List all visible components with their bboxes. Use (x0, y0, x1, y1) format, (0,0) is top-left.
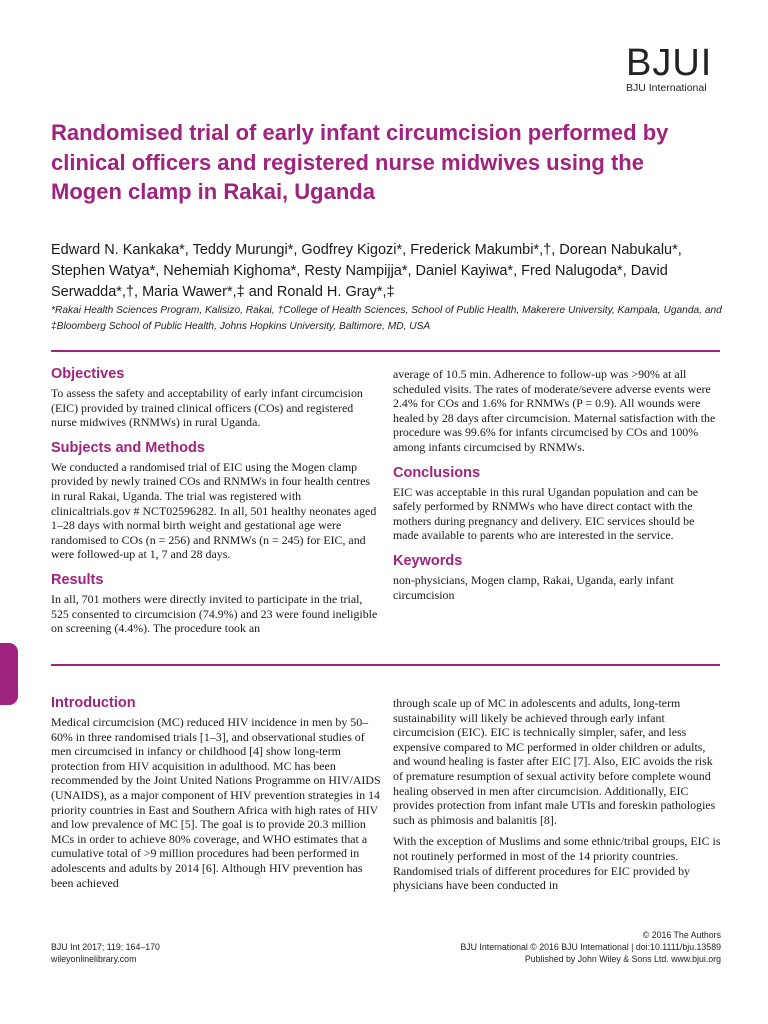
affiliations: *Rakai Health Sciences Program, Kalisizo, Rakai, †College of Health Sciences, School of Public Health, Makerere University, Kampala, Uganda, and ‡Bloomberg School of Public Health, Johns Hopkins University, Baltimore, MD, USA (51, 305, 722, 332)
article-title: Randomised trial of early infant circumcision performed by clinical officers and registered nurse midwives using the Mogen clamp in Rakai, Uganda (51, 120, 669, 204)
introduction-paragraph-3: With the exception of Muslims and some ethnic/tribal groups, EIC is not routinely performed in most of the 14 priority countries. Randomised trials of different procedures for EIC provided by physicians have been conducted in (393, 834, 721, 893)
footer-right (321, 930, 721, 965)
footer-left (51, 942, 160, 966)
journal-logo-text: BJUI (626, 42, 713, 84)
objectives-text: To assess the safety and acceptability of early infant circumcision (EIC) provided by trained clinical officers (COs) and registered nurse midwives (RNMWs) in rural Uganda. (51, 386, 363, 430)
keywords-heading: Keywords (393, 552, 463, 569)
introduction-heading: Introduction (51, 695, 136, 711)
footer-copyright-authors: © 2016 The Authors (642, 930, 721, 940)
footer-publisher: Published by John Wiley & Sons Ltd. www.bjui.org (524, 953, 721, 964)
footer-copyright-journal: BJU International © 2016 BJU International | doi:10.1111/bju.13589 (460, 941, 721, 952)
results-text-part1: In all, 701 mothers were directly invited to participate in the trial, 525 consented to circumcision (74.9%) and 23 were found ineligible on screening (4.4%). The procedure took an (51, 591, 378, 636)
introduction-paragraph-1: Medical circumcision (MC) reduced HIV incidence in men by 50–60% in three randomised trials [1–3], and observational studies of men circumcised in infancy or childhood [4] show long-term protection from HIV acquisition in adulthood. MC has been recommended by the Joint United Nations Programme on HIV/AIDS (UNAIDS), as a major component of HIV prevention strategies in 14 priority countries in East and Southern Africa with high rates of HIV and low prevalence of MC [5]. The goal is to provide 20.3 million MCs in order to achieve 80% coverage, and WHO estimates that a cumulative total of >9 million procedures had been performed in adolescents and adults by 2014 [6]. Although HIV prevention has been achieved (51, 715, 381, 890)
introduction-paragraph-2: through scale up of MC in adolescents and adults, long-term sustainability will likely be achieved through early infant circumcision (EIC). EIC is technically simpler, safer, and less expensive compared to MC performed in older children or adults, and wound healing is faster after EIC [7]. Also, EIC avoids the risk of premature resumption of sexual activity before complete wound healing observed in men after circumcision. Additionally, EIC provides protection from infant male UTIs and foreskin pathologies such as phimosis and balanitis [8]. (393, 696, 716, 827)
introduction-left-column (51, 694, 381, 890)
introduction-right-column (393, 696, 723, 893)
journal-logo-subtitle: BJU International (626, 82, 707, 94)
keywords-text: non-physicians, Mogen clamp, Rakai, Uganda, early infant circumcision (393, 572, 674, 602)
objectives-heading: Objectives (51, 366, 125, 382)
page-side-tab (0, 643, 18, 705)
abstract-bottom-rule (51, 664, 720, 666)
methods-heading: Subjects and Methods (51, 439, 205, 456)
journal-logo (626, 44, 726, 94)
conclusions-heading: Conclusions (393, 464, 481, 481)
results-heading: Results (51, 571, 104, 588)
methods-text: We conducted a randomised trial of EIC using the Mogen clamp provided by newly trained COs and RNMWs in four health centres in rural Rakai, Uganda. The trial was registered with clinicaltrials.gov # NCT02596282. In all, 501 healthy neonates aged 1–28 days with normal birth weight and gestational age were randomised to COs (n = 256) and RNMWs (n = 245) for EIC, and were followed-up at 1, 7 and 28 days. (51, 459, 377, 562)
results-text-part2: average of 10.5 min. Adherence to follow-up was >90% at all scheduled visits. The rates of moderate/severe adverse events were 2.4% for COs and 1.6% for RNMWs (P = 0.9). All wounds were healed by 28 days after circumcision. Maternal satisfaction with the procedure was 99.6% for infants circumcised by COs and 100% among infants circumcised by RNMWs. (393, 367, 716, 454)
abstract-top-rule (51, 350, 720, 352)
abstract-right-column (393, 367, 723, 602)
footer-website: wileyonlinelibrary.com (51, 953, 137, 964)
author-list: Edward N. Kankaka*, Teddy Murungi*, Godfrey Kigozi*, Frederick Makumbi*,†, Dorean Nabukalu*, Stephen Watya*, Nehemiah Kighoma*, Resty Nampijja*, Daniel Kayiwa*, Fred Nalugoda*, David Serwadda*,†, Maria Wawer*,‡ and Ronald H. Gray*,‡ (51, 242, 682, 300)
conclusions-text: EIC was acceptable in this rural Ugandan population and can be safely performed by RNMWs who have direct contact with the mothers during pregnancy and delivery. EIC services should be made available to parents who are interested in the service. (393, 484, 699, 543)
footer-citation: BJU Int 2017; 119: 164–170 (51, 942, 160, 952)
abstract-left-column (51, 365, 381, 636)
